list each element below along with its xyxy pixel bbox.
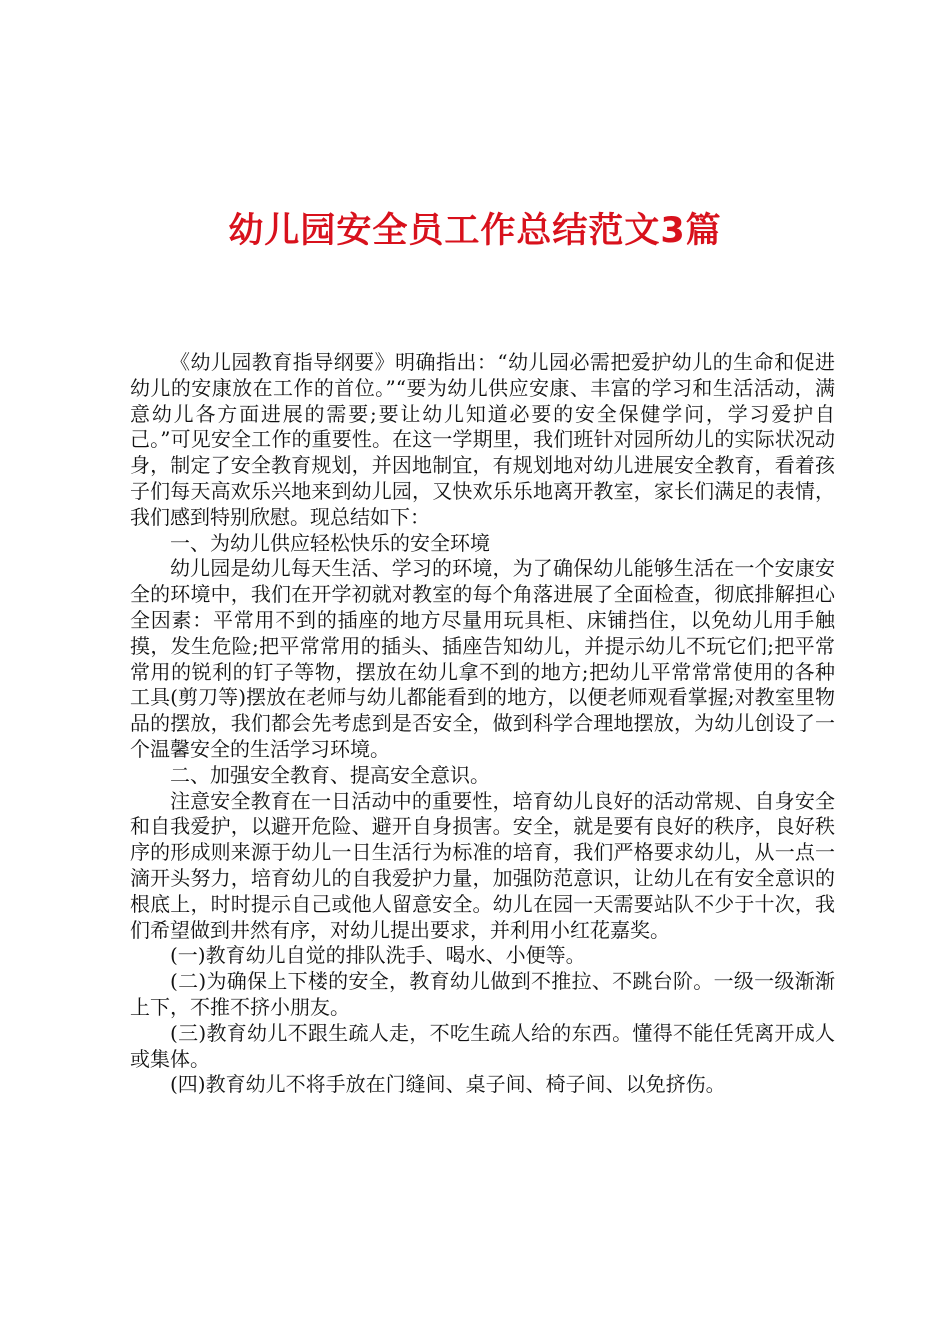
list-item-1: (一)教育幼儿自觉的排队洗手、喝水、小便等。 bbox=[170, 943, 586, 968]
list-item-4: (四)教育幼儿不将手放在门缝间、桌子间、椅子间、以免挤伤。 bbox=[170, 1072, 726, 1097]
paragraph-education: 注意安全教育在一日活动中的重要性，培育幼儿良好的活动常规、自身安全和自我爱护，以避开危险、避开自身损害。安全，就是要有良好的秩序，良好秩序的形成则来源于幼儿一日生活行为标准的培育，我们严格要求幼儿，从一点一滴开头努力，培育幼儿的自我爱护力量，加强防范意识，让幼儿在有安全意识的根底上，时时提示自己或他人留意安全。幼儿在园一天需要站队不少于十次，我们希望做到井然有序，对幼儿提出要求，并利用小红花嘉奖。 bbox=[130, 788, 835, 942]
document-body bbox=[130, 350, 835, 1098]
document-title: 幼儿园安全员工作总结范文3篇 bbox=[228, 211, 722, 251]
paragraph-environment: 幼儿园是幼儿每天生活、学习的环境，为了确保幼儿能够生活在一个安康安全的环境中，我们在开学初就对教室的每个角落进展了全面检查，彻底排解担心全因素：平常用不到的插座的地方尽量用玩具柜、床铺挡住，以免幼儿用手触摸，发生危险;把平常常用的插头、插座告知幼儿，并提示幼儿不玩它们;把平常常用的锐利的钉子等物，摆放在幼儿拿不到的地方;把幼儿平常常常使用的各种工具(剪刀等)摆放在老师与幼儿都能看到的地方，以便老师观看掌握;对教室里物品的摆放，我们都会先考虑到是否安全，做到科学合理地摆放，为幼儿创设了一个温馨安全的生活学习环境。 bbox=[130, 556, 835, 761]
list-item-2: (二)为确保上下楼的安全，教育幼儿做到不推拉、不跳台阶。一级一级渐渐上下，不推不挤小朋友。 bbox=[130, 969, 835, 1019]
section-heading-1: 一、为幼儿供应轻松快乐的安全环境 bbox=[170, 530, 490, 555]
section-heading-2: 二、加强安全教育、提高安全意识。 bbox=[170, 762, 490, 787]
paragraph-intro: 《幼儿园教育指导纲要》明确指出：“幼儿园必需把爱护幼儿的生命和促进幼儿的安康放在工作的首位。”“要为幼儿供应安康、丰富的学习和生活活动，满意幼儿各方面进展的需要;要让幼儿知道必要的安全保健学问，学习爱护自己。”可见安全工作的重要性。在这一学期里，我们班针对园所幼儿的实际状况动身，制定了安全教育规划，并因地制宜，有规划地对幼儿进展安全教育，看着孩子们每天高欢乐兴地来到幼儿园，又快欢乐乐地离开教室，家长们满足的表情，我们感到特别欣慰。现总结如下： bbox=[130, 350, 835, 529]
list-item-3: (三)教育幼儿不跟生疏人走，不吃生疏人给的东西。懂得不能任凭离开成人或集体。 bbox=[130, 1020, 835, 1071]
